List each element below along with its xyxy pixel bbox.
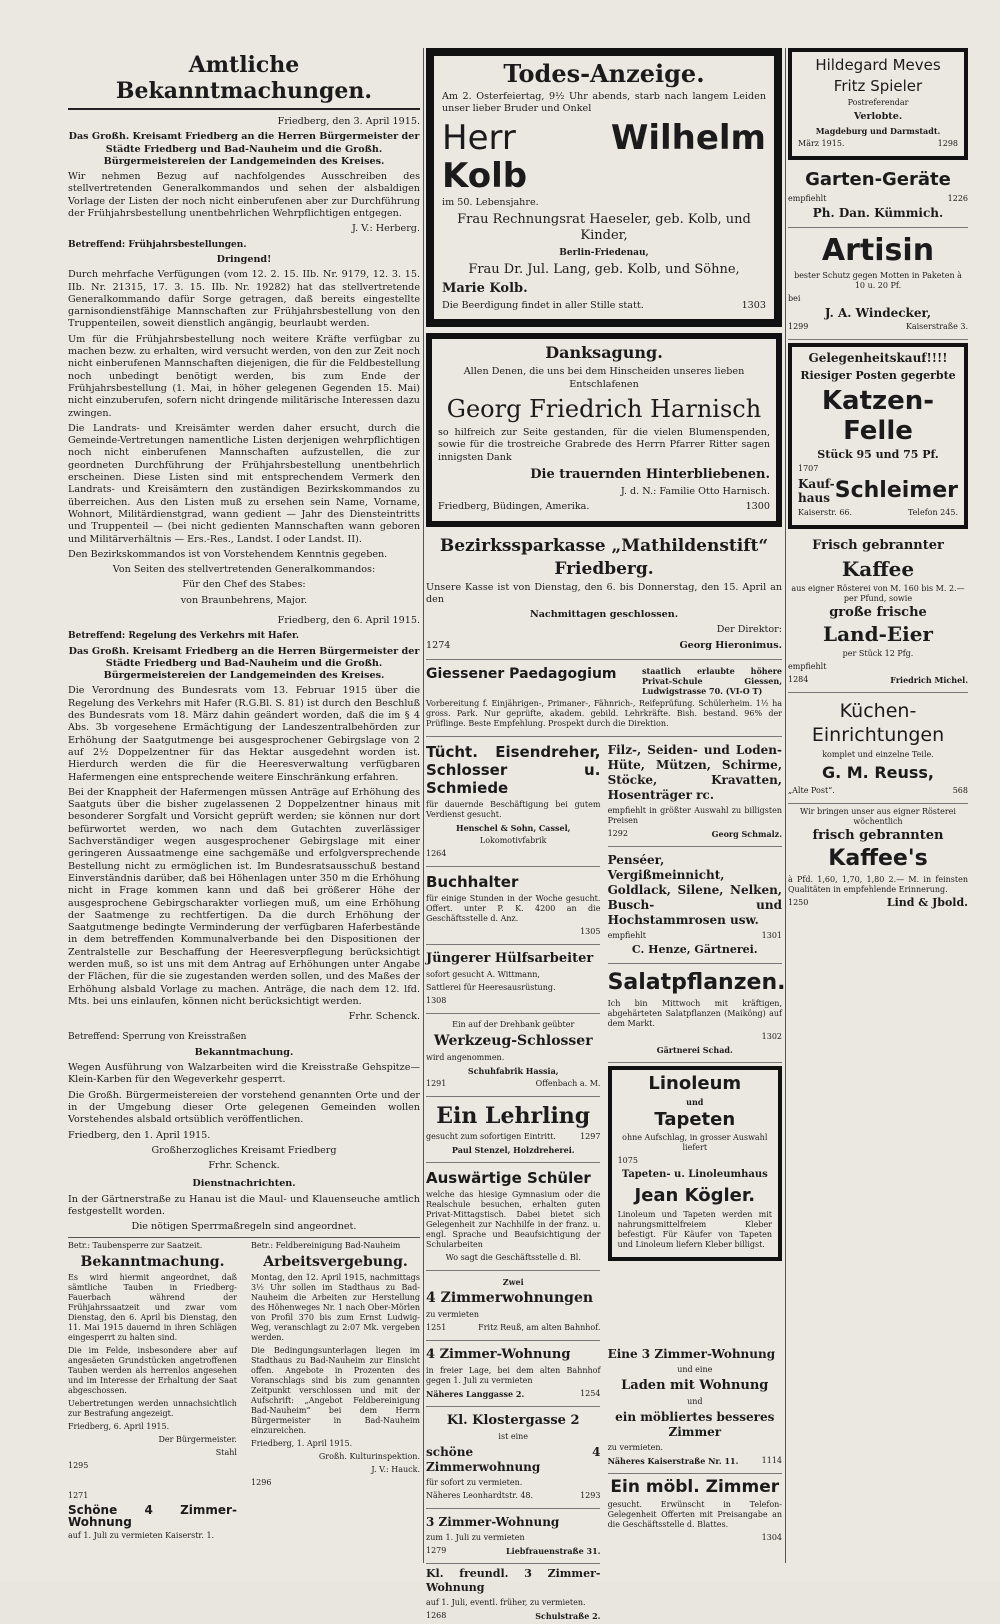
ad-signature: G. M. Reuss,: [821, 763, 935, 783]
ad-title: Laden mit Wohnung: [621, 1378, 769, 1394]
notice-subject: Betreffend: Regelung des Verkehrs mit Hafer.: [68, 631, 300, 642]
notice-signature: von Braunbehrens, Major.: [180, 594, 308, 606]
ad-title: Penséer, Vergißmeinnicht, Goldlack, Silene, Nelken, Busch- und Hochstammrosen usw.: [607, 853, 782, 928]
ad-title: 4 Zimmer-Wohnung: [426, 1347, 571, 1363]
ads-left-bottom: [426, 1344, 600, 1624]
ad-title: Ein Lehrling: [436, 1103, 591, 1130]
mourner-line: Marie Kolb.: [442, 281, 528, 297]
ad-signature: Gärtnerei Schad.: [656, 1045, 733, 1056]
ad-title: Tücht. Eisendreher, Schlosser u. Schmiede: [426, 743, 601, 798]
notice-text: In der Gärtnerstraße zu Hanau ist die Maul- und Klauenseuche amtlich festgestellt worden.: [68, 1193, 420, 1218]
ads-left: [426, 740, 600, 1344]
notice-date: Friedberg, den 1. April 1915.: [68, 1129, 211, 1141]
ad-number: 1296: [251, 1477, 272, 1487]
cat-furs-ad: [788, 343, 968, 529]
ad-signature: J. d. N.: Familie Otto Harnisch.: [620, 485, 770, 497]
ad-signature: Henschel & Sohn, Cassel,: [456, 823, 571, 834]
ad-text: empfiehlt: [788, 662, 827, 672]
ad-text: für sofort zu vermieten.: [426, 1478, 523, 1488]
notice-text: Es wird hiermit angeordnet, daß sämtliche Tauben in Friedberg-Fauerbach während der Frühjahrssaatzeit und zwar vom Dienstag, den 6. April bis Dienstag, den 11. Mai 1915 dauernd in ihren Schlägen eingesperrt zu halten sind.: [68, 1272, 237, 1342]
ad-text: Schulstraße 2.: [535, 1611, 601, 1622]
ad-number: 568: [952, 786, 968, 796]
notice-signature: J. V.: Hauck.: [371, 1464, 420, 1474]
ad-signature: Friedrich Michel.: [890, 675, 968, 686]
ad-text: Allen Denen, die uns bei dem Hinscheiden unseres lieben Entschlafenen: [463, 366, 745, 390]
ad-text: à Pfd. 1,60, 1,70, 1,80 2.— M. in feinsten Qualitäten in empfehlende Erinnerung.: [788, 874, 968, 894]
ad-title: Auswärtige Schüler: [426, 1169, 591, 1188]
ad-title: Todes-Anzeige.: [503, 59, 705, 88]
ad-title: Kl. Klostergasse 2: [446, 1413, 580, 1429]
ad-text: gesucht zum sofortigen Eintritt.: [426, 1132, 556, 1142]
ad-signature: Lokomotivfabrik: [479, 836, 547, 846]
ad-number: 1298: [937, 139, 958, 149]
ad-text: Vorbereitung f. Einjährigen-, Primaner-, Fähnrich-, Reifeprüfung. Schülerheim. 1½ ha gross. Park. Nur geprüfte, akadem. gebild. Lehrkräfte. Bish. bestand. 96% der Prüflinge. Beste Empfehlung. Prospekt durch die Direktion.: [426, 699, 782, 729]
ad-text: Nachmittagen geschlossen.: [529, 609, 679, 621]
ad-text: ist eine: [498, 1432, 529, 1442]
ad-text: empfiehlt: [788, 194, 827, 204]
ad-text: empfiehlt: [607, 931, 646, 941]
death-notice: [426, 48, 782, 327]
ad-text: haus: [798, 491, 830, 506]
notice-text: Die im Felde, insbesondere aber auf angesäeten Grundstücken angetroffenen Tauben werden als herrenlos angesehen und im Interesse der Erhaltung der Saat abgeschossen.: [68, 1345, 237, 1395]
ad-text: zu vermieten.: [607, 1443, 664, 1453]
ad-number: 1707: [798, 464, 819, 474]
ad-title: Danksagung.: [545, 343, 663, 363]
notice-date: Friedberg, 6. April 1915.: [68, 1421, 170, 1431]
column-rule: [423, 48, 424, 1563]
ad-signature: Ph. Dan. Kümmich.: [812, 206, 944, 221]
store-prefix: [798, 477, 835, 505]
flowers-line: [608, 931, 782, 941]
ad-number: 1308: [426, 996, 447, 1006]
ad-title: Buchhalter: [426, 873, 519, 892]
ad-number: 1268: [426, 1611, 447, 1621]
apartment-ad: [426, 1344, 600, 1407]
ad-text: in freier Lage, bei dem alten Bahnhof gegen 1. Juli zu vermieten: [426, 1366, 601, 1386]
work-tender-notice: [251, 1241, 420, 1491]
flowers-ad: [608, 850, 782, 964]
notice-signature: Frhr. Schenck.: [208, 1160, 280, 1172]
notice-text: Die Verordnung des Bundesrats vom 13. Februar 1915 über die Regelung des Verkehrs mit Hafer (R.G.Bl. S. 81) ist durch den Beschluß des Bundesrats vom 18. März dahin geändert worden, daß die im § 4 Abs. 3b vorgesehene Ermächtigung der Landeszentralbehörden zur Erhöhung der Saatgutmenge bei ausgesprochener Gebirgslage von 2 auf 2½ Doppelzentner für das Hektar ausgedehnt worden ist. Hierdurch werden die für die Heeresverwaltung verfügbaren Hafermengen eine entsprechende weitere Einschränkung erfahren.: [68, 685, 420, 783]
ad-text: Näheres Leonhardtstr. 48.: [426, 1491, 534, 1501]
ad-number: 1305: [580, 927, 601, 937]
ad-number: 1284: [788, 675, 809, 685]
notice-signature: Für den Chef des Stabes:: [182, 579, 306, 591]
notice-text: Durch mehrfache Verfügungen (vom 12. 2. 15. IIb. Nr. 9179, 12. 3. 15. IIb. Nr. 21315, 17. 3. 15. IIb. Nr. 19282) hat das stellvertretende Generalkommando dafür Sorge getragen, daß bereits eingestellte garnisondienstfähige Mannschaften zur Frühjahrsbestellung von den Truppenteilen, soweit dienstlich angängig, beurlaubt werden.: [68, 269, 420, 330]
ad-title: Kaffee's: [828, 845, 928, 871]
ad-title: 3 Zimmer-Wohnung: [426, 1515, 560, 1530]
notice-heading: Dienstnachrichten.: [192, 1178, 296, 1190]
ad-text: welche das hiesige Gymnasium oder die Realschule besuchen, erhalten guten Privat-Mittagstisch. Dabei bietet sich Gelegenheit zur Nachhilfe in der franz. u. engl. Sprache und Beaufsichtigung der Schularbeiten: [426, 1190, 601, 1250]
lettuce-ad: [607, 967, 786, 1063]
ad-text: staatlich erlaubte höhere Privat-Schule Giessen, Ludwigstrasse 70. (VI-O T): [642, 666, 782, 697]
artisin-ad: [788, 231, 968, 340]
two-apartments-footer: [426, 1323, 600, 1333]
engagement-footer: [798, 139, 958, 149]
ad-title: Eine 3 Zimmer-Wohnung: [607, 1347, 776, 1362]
ad-title: Frisch gebrannter: [812, 538, 944, 554]
ad-text: sofort gesucht A. Wittmann,: [426, 970, 540, 980]
ad-text: zu vermieten: [426, 1310, 479, 1320]
ads-split: [426, 740, 786, 1344]
ad-title: Artisin: [821, 232, 935, 268]
notice-text: Die Großh. Bürgermeistereien der vorstehend genannten Orte und der in der Umgebung dieser Orte gelegenen Gemeinden wollen Vorstehendes alsbald ortsüblich veröffentlichen.: [68, 1089, 420, 1126]
notice-subject: Betr.: Feldbereinigung Bad-Nauheim: [251, 1240, 401, 1250]
ad-title: Küchen-Einrichtungen: [811, 700, 945, 747]
paedagogium-ad: [426, 663, 782, 737]
ad-number: 1293: [580, 1491, 601, 1501]
ad-text: Sattlerei für Heeresausrüstung.: [426, 983, 556, 993]
ad-title: Verlobte.: [853, 111, 903, 122]
deceased-name-line: [442, 119, 766, 195]
assistant-ad: [426, 948, 600, 1014]
notice-heading: Das Großh. Kreisamt Friedberg an die Herren Bürgermeister der Städte Friedberg und Bad-Nauheim und die Großh. Bürgermeistereien der Landgemeinden des Kreises.: [68, 645, 420, 682]
notice-text: Montag, den 12. April 1915, nachmittags 3½ Uhr sollen im Stadthaus zu Bad-Nauheim die Arbeiten zur Herstellung des Höhenweges Nr. 1 nach Ober-Mörlen von Profil 370 bis zum Ernst Ludwig-Weg, veranschlagt zu 2:07 Mk. vergeben werden.: [251, 1272, 420, 1342]
advertisements-column: [426, 48, 786, 1622]
ad-text: Liebfrauenstraße 31.: [506, 1546, 601, 1557]
ad-signature: Paul Stenzel, Holzdreherei.: [451, 1145, 575, 1156]
notice-text: Bei der Knappheit der Hafermengen müssen Anträge auf Erhöhung des Saatguts über die bisher zugelassenen 2 Doppelzentner hinaus mit besonderer Sorgfalt und Vorsicht geprüft werden; sie können nur dort befürwortet werden, wo nach dem Gutachten zuverlässiger Sachverständiger wegen ausgesprochener Gebirgslage mit einer geringeren Aussaatmenge eine sachgemäße und erfolgversprechende Bestellung nicht zu ermöglichen ist. Im Bundesratsausschuß bestand Einverständnis darüber, daß bei Höhenlagen unter 350 m die Erhöhung nicht in Frage kommen kann und daß bei größerer Höhe der ausgesprochene Gebirgscharakter vorliegen muß, um eine Erhöhung der Saatmenge zu rechtfertigen. Da die durch Erhöhung der Saatgutmenge bedingte Verminderung der verfügbaren Haferbestände in dem betreffenden Kommunalverbande bei den Dispositionen der Zentralstelle zur Beschaffung der Heeresverpflegung berücksichtigt werden muß, so ist uns mit dem Antrag auf Erhöhungen unter Angabe der Flächen, für die sie zugestanden werden sollen, und des Maßes der Erhöhung alsbald Vorlage zu machen. Anträge, die nach dem 12. lfd. Mts. bei uns einlaufen, können nicht berücksichtigt werden.: [68, 786, 420, 1007]
ad-number: 1295: [68, 1460, 89, 1470]
fiance-name: Fritz Spieler: [833, 77, 923, 95]
notice-signature: Der Bürgermeister.: [158, 1434, 237, 1444]
toolmaker-ad: [426, 1017, 600, 1097]
death-footer: [442, 300, 766, 312]
notice-text: Die Landrats- und Kreisämter werden daher ersucht, durch die Gemeinde-Vertretungen namentliche Listen derjenigen wehrpflichtigen noch nicht einberufenen Mannschaften aufzustellen, die zur geordneten Durchführung der Frühjahrsbestellung unentbehrlich erscheinen. Diese Listen sind mit entsprechendem Vermerk den Landrats- und Kreisämtern den zuständigen Bezirkskommandos zu überreichen. Aus den Listen muß zu ersehen sein Name, Vorname, Wohnort, Militärdienstgrad, wann gedient — Jahr des Diensteintritts und Truppenteil — (bei nicht gedienten Mannschaften wann geboren und Militärverhältnis — Ers.-Res., Landst. I oder Landst. II).: [68, 422, 420, 545]
three-room-footer: [426, 1546, 600, 1556]
section-title: Amtliche Bekanntmachungen.: [68, 52, 420, 110]
deceased-name: Wilhelm Kolb: [442, 117, 766, 196]
ad-number: 1299: [788, 321, 809, 331]
notice-subject: Betreffend: Sperrung von Kreisstraßen: [68, 1032, 247, 1043]
ad-text: im 50. Lebensjahre.: [442, 196, 539, 208]
small-apartment-footer: [426, 1611, 600, 1621]
ad-title: Ein möbl. Zimmer: [610, 1477, 780, 1498]
ad-text: Näheres Langgasse 2.: [426, 1389, 525, 1400]
pigeon-notice: [68, 1241, 237, 1491]
ad-text: und eine: [677, 1365, 713, 1375]
ad-text: für dauernde Beschäftigung bei gutem Verdienst gesucht.: [426, 800, 601, 820]
notice-signature: Stahl: [215, 1447, 237, 1457]
notice-heading: Bekanntmachung.: [194, 1046, 294, 1058]
savings-bank-ad: [426, 533, 782, 660]
ad-title: Filz-, Seiden- und Loden-Hüte, Mützen, Schirme, Stöcke, Kravatten, Hosenträger rc.: [607, 743, 782, 803]
ad-text: Kauf-: [798, 477, 835, 492]
notice-heading: Das Großh. Kreisamt Friedberg an die Herren Bürgermeister der Städte Friedberg und Bad-Nauheim und die Großh. Bürgermeistereien der Landgemeinden des Kreises.: [68, 131, 420, 167]
klostergasse-ad: [426, 1410, 600, 1509]
shop-apartment-footer: [608, 1456, 782, 1466]
ad-title: ein möbliertes besseres Zimmer: [615, 1410, 775, 1440]
ad-text: Telefon 245.: [907, 508, 958, 518]
ad-number: 1251: [426, 1323, 447, 1333]
ad-text: empfiehlt in größter Auswahl zu billigsten Preisen: [607, 806, 782, 826]
ad-text: zum 1. Juli zu vermieten: [426, 1533, 525, 1543]
savings-footer: [426, 640, 782, 652]
thanks-footer: [438, 501, 770, 513]
ad-text: Kaiserstr. 66.: [798, 508, 853, 518]
mourner-place: Berlin-Friedenau,: [559, 247, 649, 258]
notice-signature: Großh. Kulturinspektion.: [318, 1451, 420, 1461]
ad-title: Garten-Geräte: [805, 169, 951, 191]
ad-text: Zwei: [502, 1277, 524, 1288]
apartment-ad: [68, 1491, 237, 1542]
mourner-line: Frau Rechnungsrat Haeseler, geb. Kolb, und Kinder,: [457, 211, 751, 243]
coffee-eggs-footer: [788, 675, 968, 685]
ad-number: 1075: [617, 1156, 638, 1166]
notice-heading: Bekanntmachung.: [80, 1253, 225, 1270]
ad-text: Die Beerdigung findet in aller Stille statt.: [442, 300, 644, 312]
ad-text: Ich bin Mittwoch mit kräftigen, abgehärteten Salatpflanzen (Maiköng) auf dem Markt.: [607, 999, 782, 1029]
ad-text: aus eigner Rösterei von M. 160 bis M. 2.— per Pfund, sowie: [791, 584, 965, 604]
ad-text: Ein auf der Drehbank geübter: [452, 1020, 575, 1030]
title-herr: Herr: [442, 117, 516, 158]
ad-number: 1302: [761, 1032, 782, 1042]
coffee-eggs-ad: [788, 535, 968, 693]
ad-title: Linoleum: [648, 1073, 742, 1095]
notice-subject: Betr.: Taubensperre zur Saatzeit.: [68, 1240, 203, 1250]
paedagogium-header: [426, 666, 782, 696]
ad-text: Linoleum und Tapeten werden mit nahrungsmittelfreiem Kleber befestigt. Für Käufer von Tapeten und Linoleum liefern Kleber billigst.: [617, 1209, 772, 1249]
notice-signature: J. V.: Herberg.: [351, 223, 420, 235]
ad-text: komplet und einzelne Teile.: [822, 750, 934, 760]
ad-title: Jüngerer Hülfsarbeiter: [426, 951, 594, 967]
mourner-line: Frau Dr. Jul. Lang, geb. Kolb, und Söhne,: [468, 262, 740, 278]
ad-number: 1279: [426, 1546, 447, 1556]
ad-title: Gelegenheitskauf!!!!: [808, 350, 948, 365]
two-apartments-ad: [426, 1274, 600, 1341]
kitchen-footer: [788, 786, 968, 796]
ad-number: 1250: [788, 897, 809, 907]
ad-title: Tapeten- u. Linoleumhaus: [621, 1169, 768, 1181]
ad-title: Giessener Paedagogium: [426, 666, 617, 683]
ad-number: 1114: [761, 1456, 782, 1466]
notice-text: Uebertretungen werden unnachsichtlich zur Bestrafung angezeigt.: [68, 1398, 237, 1418]
ad-text: Postreferendar: [847, 98, 909, 107]
ad-text: „Alte Post“.: [788, 786, 835, 796]
roasted-coffee-ad: [788, 807, 968, 907]
ad-title: Land-Eier: [823, 622, 933, 647]
notice-text: Um für die Frühjahrsbestellung noch weitere Kräfte verfügbar zu machen bezw. zu erhalten, wird versucht werden, von den zur Zeit noch nicht einberufenen Mannschaften diejenigen, die für die Feldbestellung noch unbedingt benötigt werden, bis zum Ende der Frühjahrsbestellung (1. Mai, in höher gelegenen Gegenden 15. Mai) nicht einzuberufen, sofern nicht dringende militärische Interessen dazu zwingen.: [68, 333, 420, 419]
ad-title: schöne 4 Zimmerwohnung: [426, 1445, 601, 1475]
ad-title: Kl. freundl. 3 Zimmer-Wohnung: [426, 1567, 601, 1595]
ad-text: Friedberg, Büdingen, Amerika.: [438, 501, 590, 513]
ad-text: und: [686, 1097, 704, 1108]
kitchen-ad: [788, 696, 968, 804]
ad-title: große frische: [829, 605, 927, 621]
three-room-ad: [426, 1512, 600, 1564]
ad-number: 1264: [426, 849, 447, 859]
ad-title: frisch gebrannten: [812, 828, 944, 844]
notice-date: Friedberg, 1. April 1915.: [251, 1438, 353, 1448]
ad-number: 1301: [761, 931, 782, 941]
ad-number: 1292: [607, 829, 628, 839]
ads-right: [607, 740, 786, 1344]
ad-title: Salatpflanzen.: [607, 970, 786, 996]
ads-right-bottom: [608, 1344, 782, 1624]
ad-number: 1291: [426, 1079, 447, 1089]
ad-text: Unsere Kasse ist von Dienstag, den 6. bis Donnerstag, den 15. April an den: [426, 581, 782, 605]
deceased-name: Georg Friedrich Harnisch: [446, 395, 762, 424]
ad-text: auf 1. Juli, eventl. früher, zu vermieten.: [426, 1598, 586, 1608]
notice-date: Friedberg, den 6. April 1915.: [277, 614, 420, 626]
ad-signature: Georg Schmalz.: [711, 829, 782, 840]
garden-tools-ad: [788, 166, 968, 227]
ad-number: 1226: [947, 194, 968, 204]
ad-signature: Schleimer: [834, 478, 958, 504]
ad-text: Riesiger Posten gegerbte: [800, 368, 956, 382]
ad-signature: Schuhfabrik Hassia,: [467, 1066, 559, 1077]
notice-text: Den Bezirkskommandos ist von Vorstehendem Kenntnis gegeben.: [68, 548, 388, 560]
ad-title: Jean Kögler.: [634, 1184, 756, 1206]
ad-text: Der Direktor:: [716, 624, 782, 636]
thanks-notice: [426, 333, 782, 526]
artisin-footer: [788, 322, 968, 332]
garden-tools-line: [788, 194, 968, 204]
apprentice-line: [426, 1132, 600, 1142]
notice-text: Wir nehmen Bezug auf nachfolgendes Ausschreiben des stellvertretenden Generalkommandos und sehen der alsbaldigen Vorlage der Listen der noch nicht einberufenen aber zur Durchführung der Frühjahrsbestellung unentbehrlichen Wehrpflichtigen entgegen.: [68, 171, 420, 220]
notice-date: Friedberg, den 3. April 1915.: [277, 116, 420, 127]
ad-text: Näheres Kaiserstraße Nr. 11.: [607, 1456, 739, 1467]
notice-signature: Von Seiten des stellvertretenden Generalkommandos:: [112, 564, 376, 576]
fiancee-name: Hildegard Meves: [815, 56, 941, 74]
ad-number: 1300: [745, 501, 770, 513]
ad-title: 4 Zimmerwohnungen: [426, 1290, 594, 1307]
ad-title: Schöne 4 Zimmer-Wohnung: [68, 1502, 237, 1529]
ads-split-bottom: [426, 1344, 782, 1624]
apprentice-ad: [426, 1100, 600, 1163]
roasted-coffee-footer: [788, 895, 968, 909]
column-rule: [785, 48, 786, 1563]
furnished-room-ad: [608, 1477, 782, 1543]
ad-number: 1297: [580, 1132, 601, 1142]
notice-text: Wegen Ausführung von Walzarbeiten wird die Kreisstraße Gehspitze—Klein-Karben für den Wegeverkehr gesperrt.: [68, 1062, 420, 1086]
ad-text: und: [687, 1397, 703, 1407]
split-notices: [68, 1237, 420, 1491]
ad-text: bester Schutz gegen Motten in Paketen à 10 u. 20 Pf.: [794, 270, 962, 290]
ad-text: bei: [788, 293, 801, 303]
official-notices-column: [68, 48, 420, 1563]
notice-heading: Arbeitsvergebung.: [263, 1253, 408, 1270]
ad-title: Katzen-Felle: [821, 385, 935, 446]
notice-signature: Frhr. Schenck.: [348, 1011, 420, 1023]
shop-apartment-ad: [608, 1344, 782, 1474]
cat-furs-footer: [798, 508, 958, 518]
ad-text: auf 1. Juli zu vermieten Kaiserstr. 1.: [68, 1531, 215, 1541]
klostergasse-footer: [426, 1491, 600, 1501]
ad-text: Wir bringen unser aus eigner Rösterei wöchentlich: [800, 807, 956, 827]
students-ad: [426, 1166, 600, 1271]
ad-text: für einige Stunden in der Woche gesucht. Offert. unter P. K. 4200 an die Geschäftsstelle d. Anz.: [426, 894, 601, 924]
small-apartment-ad: [426, 1567, 600, 1621]
ad-text: wird angenommen.: [426, 1053, 505, 1063]
ad-title: Kaffee: [841, 557, 915, 582]
notice-urgent: Dringend!: [216, 253, 272, 265]
ad-signature: Offenbach a. M.: [535, 1079, 601, 1089]
ad-number: 1271: [68, 1490, 89, 1500]
ad-text: Am 2. Osterfeiertag, 9½ Uhr abends, starb nach langem Leiden unser lieber Bruder und Onkel: [442, 91, 766, 115]
ad-title: Tapeten: [654, 1109, 736, 1131]
ad-signature: Die trauernden Hinterbliebenen.: [530, 466, 770, 482]
ad-text: März 1915.: [798, 139, 845, 149]
ad-signature: C. Henze, Gärtnerei.: [631, 943, 758, 957]
ad-signature: Georg Hieronimus.: [679, 639, 782, 651]
notice-subject: Betreffend: Frühjahrsbestellungen.: [68, 239, 247, 250]
cat-furs-store: [798, 477, 958, 505]
hats-footer: [608, 829, 782, 839]
notice-signature: Großherzogliches Kreisamt Friedberg: [151, 1144, 337, 1156]
ad-signature: Fritz Reuß, am alten Bahnhof.: [478, 1323, 601, 1333]
ad-text: Kaiserstraße 3.: [905, 321, 968, 331]
ad-title: Bezirkssparkasse „Mathildenstift“: [439, 535, 769, 556]
ad-text: Magdeburg und Darmstadt.: [815, 126, 941, 137]
linoleum-ad: [608, 1066, 782, 1260]
ad-text: gesucht. Erwünscht in Telefon-Gelegenheit Offerten mit Preisangabe an die Geschäftsstelle d. Blattes.: [607, 1500, 782, 1530]
ad-title: Friedberg.: [554, 558, 654, 579]
apartment-footer: [426, 1389, 600, 1399]
ad-number: 1254: [580, 1389, 601, 1399]
ad-text: Wo sagt die Geschäftsstelle d. Bl.: [445, 1253, 581, 1263]
job-ad: [426, 740, 600, 867]
ad-text: per Stück 12 Pfg.: [842, 649, 914, 659]
hats-ad: [608, 740, 782, 847]
bookkeeper-ad: [426, 870, 600, 945]
ad-signature: J. A. Windecker,: [824, 305, 932, 320]
ad-text: Stück 95 und 75 Pf.: [817, 447, 939, 461]
ad-title: Werkzeug-Schlosser: [433, 1033, 593, 1050]
advertisements-right-column: [788, 48, 968, 1563]
ad-number: 1303: [741, 300, 766, 312]
ad-number: 1304: [761, 1533, 782, 1543]
ad-number: 1274: [426, 639, 451, 651]
notice-text: Die Bedingungsunterlagen liegen im Stadthaus zu Bad-Nauheim zur Einsicht offen. Angebote in Prozenten des Voranschlags sind bis zum genannten Zeitpunkt verschlossen und mit der Aufschrift: „Angebot Feldbereinigung Bad-Nauheim“ bei dem Herrn Bürgermeister in Bad-Nauheim einzureichen.: [251, 1345, 420, 1435]
notice-text: Die nötigen Sperrmaßregeln sind angeordnet.: [131, 1221, 357, 1233]
ad-signature: Lind & Jbold.: [886, 895, 968, 909]
toolmaker-footer: [426, 1079, 600, 1089]
engagement-notice: [788, 48, 968, 160]
ad-text: ohne Aufschlag, in grosser Auswahl liefert: [622, 1133, 768, 1153]
ad-text: so hilfreich zur Seite gestanden, für die vielen Blumenspenden, sowie für die trostreiche Grabrede des Herrn Pfarrer Ritter sagen innigsten Dank: [438, 427, 770, 463]
